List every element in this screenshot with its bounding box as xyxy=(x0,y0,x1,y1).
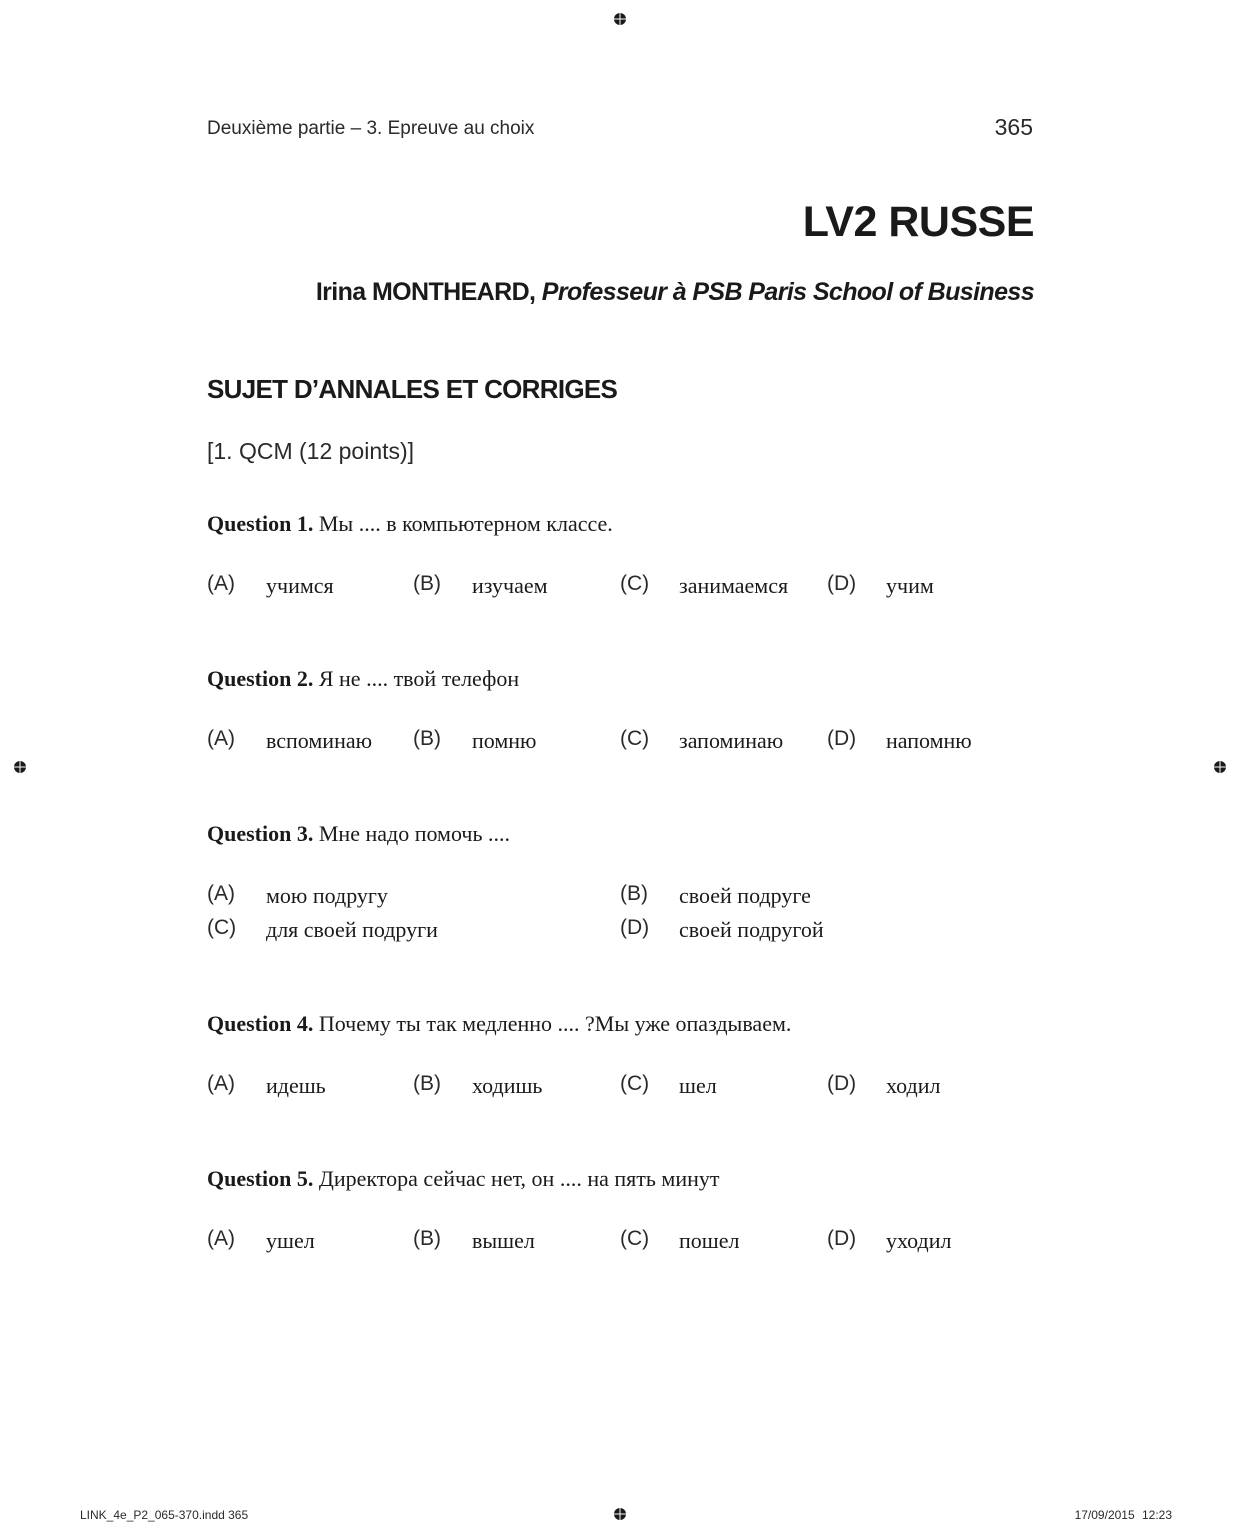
option-letter: (A) xyxy=(207,1227,235,1250)
question-text: Почему ты так медленно .... ?Мы уже опаздываем. xyxy=(318,1011,792,1036)
question-2 xyxy=(207,665,1037,757)
option-text: учимся xyxy=(266,573,334,598)
question-text: Мы .... в компьютерном классе. xyxy=(318,511,613,536)
question-text: Мне надо помочь .... xyxy=(318,821,510,846)
author-name: Irina MONTHEARD, xyxy=(315,278,536,306)
question-number: Question 2. xyxy=(207,666,314,691)
author-role: Professeur à PSB Paris School of Business xyxy=(541,278,1034,306)
answer-options xyxy=(207,882,1037,946)
option-text: вышел xyxy=(472,1228,535,1253)
option-text: шел xyxy=(679,1073,717,1098)
question-text: Я не .... твой телефон xyxy=(318,666,520,691)
question-text: Директора сейчас нет, он .... на пять минут xyxy=(318,1166,720,1191)
question-1 xyxy=(207,510,1037,602)
option-letter: (C) xyxy=(620,1072,650,1095)
option-letter: (B) xyxy=(620,882,648,905)
slug-filename: LINK_4e_P2_065-370.indd 365 xyxy=(80,1508,249,1522)
section-title: SUJET D’ANNALES ET CORRIGES xyxy=(207,374,618,404)
option-letter: (B) xyxy=(413,572,441,595)
question-prompt xyxy=(207,820,1037,848)
question-number: Question 5. xyxy=(207,1166,314,1191)
question-number: Question 4. xyxy=(207,1011,314,1036)
question-5 xyxy=(207,1165,1037,1257)
slug-datetime: 17/09/2015 12:23 xyxy=(1074,1508,1172,1522)
page-title: LV2 RUSSE xyxy=(802,198,1034,246)
option-letter: (B) xyxy=(413,1227,441,1250)
option-text: своей подруге xyxy=(679,883,811,908)
option-letter: (D) xyxy=(827,727,857,750)
option-letter: (D) xyxy=(827,1072,857,1095)
registration-mark-icon xyxy=(613,12,627,26)
answer-options xyxy=(207,572,1037,602)
option-letter: (C) xyxy=(620,572,650,595)
question-number: Question 3. xyxy=(207,821,314,846)
option-letter: (A) xyxy=(207,882,235,905)
option-letter: (D) xyxy=(620,916,650,939)
option-letter: (C) xyxy=(620,727,650,750)
option-text: ушел xyxy=(266,1228,315,1253)
option-text: идешь xyxy=(266,1073,326,1098)
answer-options xyxy=(207,1227,1037,1257)
option-text: занимаемся xyxy=(679,573,789,598)
option-text: своей подругой xyxy=(679,917,824,942)
option-text: вспоминаю xyxy=(266,728,373,753)
question-prompt xyxy=(207,1010,1037,1038)
option-text: запоминаю xyxy=(679,728,784,753)
option-text: пошел xyxy=(679,1228,740,1253)
option-text: уходил xyxy=(886,1228,952,1253)
running-head: Deuxième partie – 3. Epreuve au choix xyxy=(207,118,535,139)
question-4 xyxy=(207,1010,1037,1102)
option-letter: (A) xyxy=(207,572,235,595)
option-text: ходишь xyxy=(472,1073,543,1098)
option-text: напомню xyxy=(886,728,972,753)
option-letter: (D) xyxy=(827,1227,857,1250)
question-prompt xyxy=(207,665,1037,693)
author-line xyxy=(316,278,1034,307)
option-letter: (C) xyxy=(207,916,237,939)
option-text: учим xyxy=(886,573,934,598)
question-3 xyxy=(207,820,1037,946)
answer-options xyxy=(207,1072,1037,1102)
option-text: ходил xyxy=(886,1073,941,1098)
question-prompt xyxy=(207,510,1037,538)
question-number: Question 1. xyxy=(207,511,314,536)
registration-mark-icon xyxy=(13,760,27,774)
option-text: мою подругу xyxy=(266,883,388,908)
option-text: помню xyxy=(472,728,537,753)
option-text: изучаем xyxy=(472,573,548,598)
registration-mark-icon xyxy=(1213,760,1227,774)
option-letter: (A) xyxy=(207,727,235,750)
option-letter: (A) xyxy=(207,1072,235,1095)
registration-mark-icon xyxy=(613,1507,627,1521)
option-letter: (B) xyxy=(413,727,441,750)
answer-options xyxy=(207,727,1037,757)
option-letter: (C) xyxy=(620,1227,650,1250)
qcm-label: [1. QCM (12 points)] xyxy=(207,438,415,464)
option-text: для своей подруги xyxy=(266,917,438,942)
option-letter: (D) xyxy=(827,572,857,595)
question-prompt xyxy=(207,1165,1037,1193)
page-number: 365 xyxy=(994,114,1033,140)
option-letter: (B) xyxy=(413,1072,441,1095)
